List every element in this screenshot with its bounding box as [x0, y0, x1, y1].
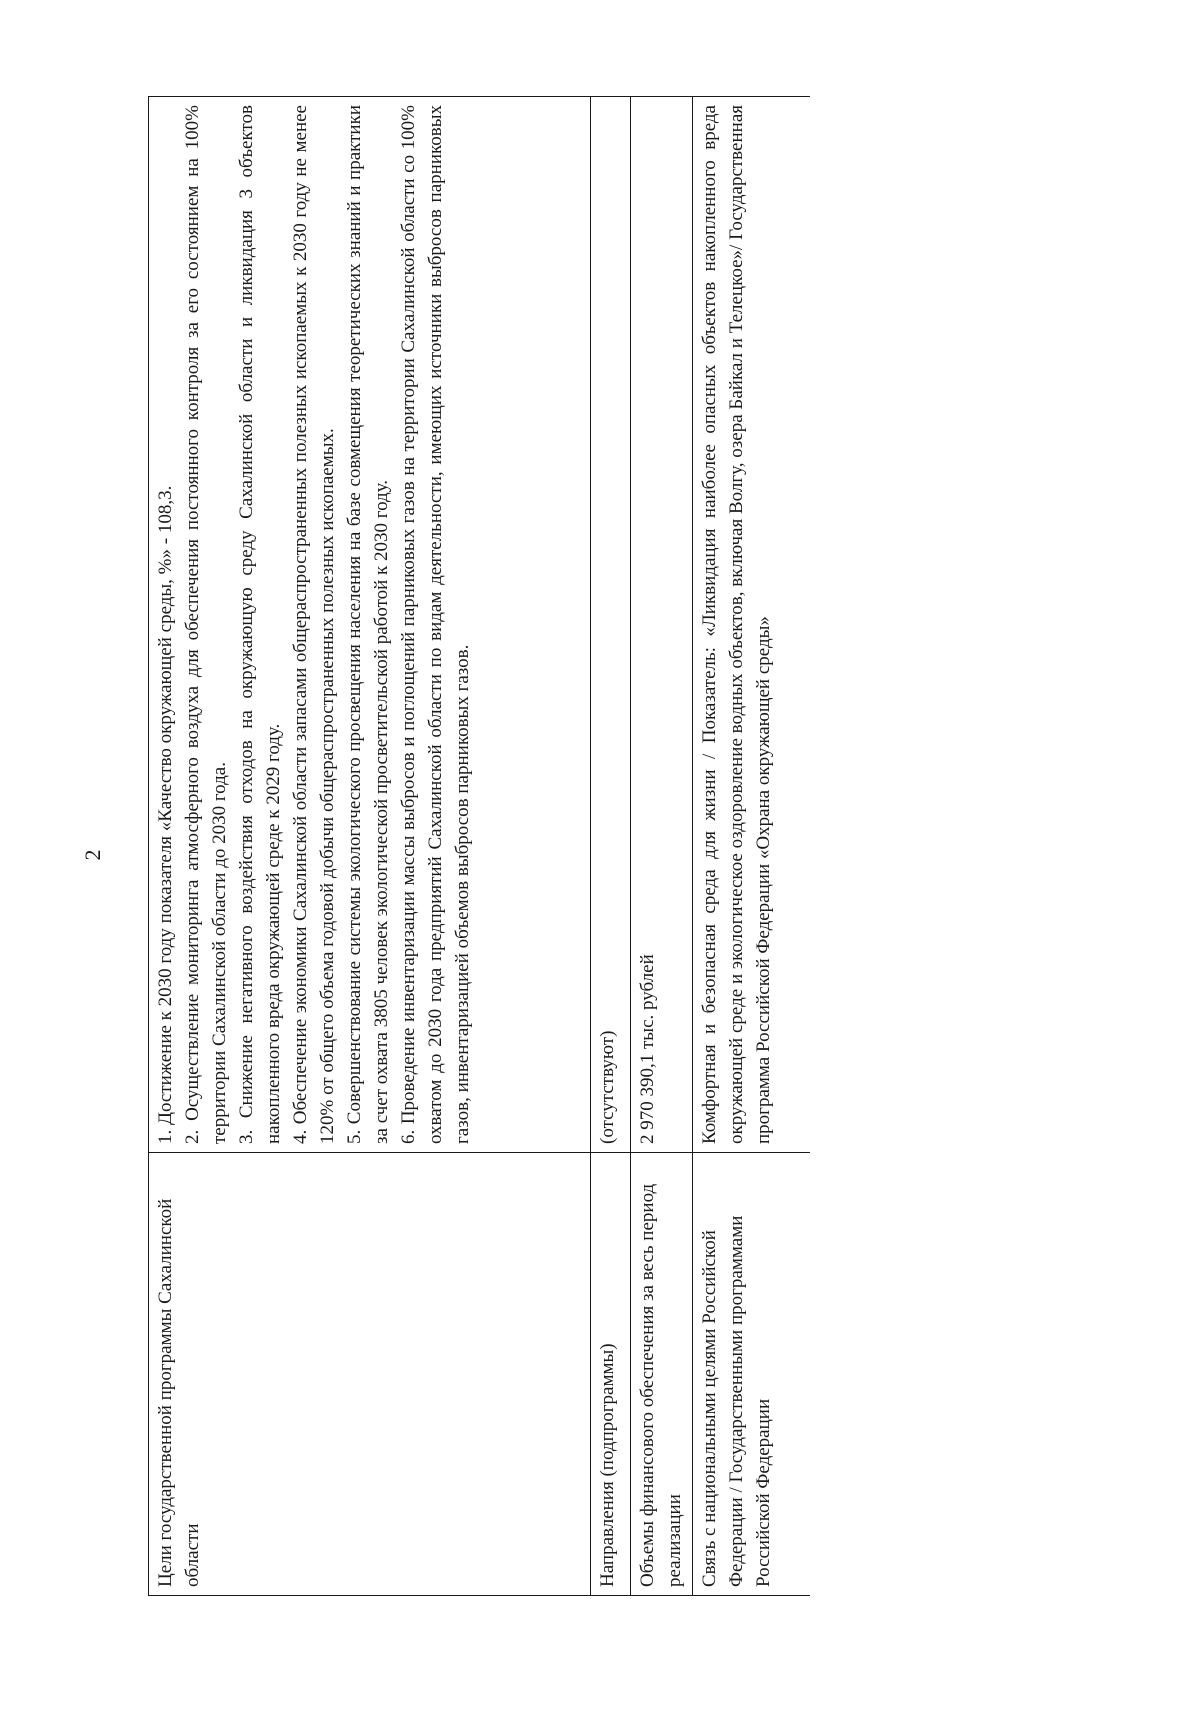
table-row-finance	[631, 97, 693, 1596]
table-row-directions	[591, 97, 631, 1596]
rotated-table-container	[148, 96, 810, 1596]
table-row-goals	[149, 97, 591, 1596]
label-directions: Направления (подпрограммы)	[591, 1153, 631, 1596]
program-passport-table	[148, 96, 810, 1596]
value-directions: (отсутствуют)	[591, 97, 631, 1153]
label-finance: Объемы финансового обеспечения за весь период реализации	[631, 1153, 693, 1596]
table-row-national-goals	[693, 97, 811, 1596]
label-goals: Цели государственной программы Сахалинской области	[149, 1153, 591, 1596]
goal-item-5: 5. Совершенствование системы экологического просвещения населения на базе совмещения теоретических знаний и практики за счет охвата 3805 человек экологической просветительской работой к 2030 году.	[344, 105, 392, 1144]
label-national-goals: Связь с национальными целями Российской Федерации / Государственными программами Российской Федерации	[693, 1153, 811, 1596]
goal-item-3: 3. Снижение негативного воздействия отходов на окружающую среду Сахалинской области и ликвидация 3 объектов накопленного вреда окружающей среде к 2029 году.	[236, 105, 284, 1144]
page-number: 2	[80, 849, 105, 861]
goal-item-2: 2. Осуществление мониторинга атмосферного воздуха для обеспечения постоянного контроля за его состоянием на 100% территории Сахалинской области до 2030 года.	[182, 105, 230, 1144]
value-goals	[149, 97, 591, 1153]
value-finance: 2 970 390,1 тыс. рублей	[631, 97, 693, 1153]
goal-item-4: 4. Обеспечение экономики Сахалинской области запасами общераспространенных полезных ископаемых к 2030 году не менее 120% от общего объема годовой добычи общераспространенных полезных ископаемых.	[290, 105, 338, 1144]
rotated-table-area	[148, 96, 810, 1596]
goal-item-6: 6. Проведение инвентаризации массы выбросов и поглощений парниковых газов на территории Сахалинской области со 100% охватом до 2030 года предприятий Сахалинской области по видам деятельности, имеющих источники выбросов парниковых газов, инвентаризацией объемов выбросов парниковых газов.	[398, 105, 473, 1144]
value-national-goals: Комфортная и безопасная среда для жизни / Показатель: «Ликвидация наиболее опасных объектов накопленного вреда окружающей среде и экологическое оздоровление водных объектов, включая Волгу, озера Байкал и Телецкое»/ Государственная программа Российской Федерации «Охрана окружающей среды»	[693, 97, 811, 1153]
goal-item-1: 1. Достижение к 2030 году показателя «Качество окружающей среды, %» - 108,3.	[155, 485, 176, 1144]
